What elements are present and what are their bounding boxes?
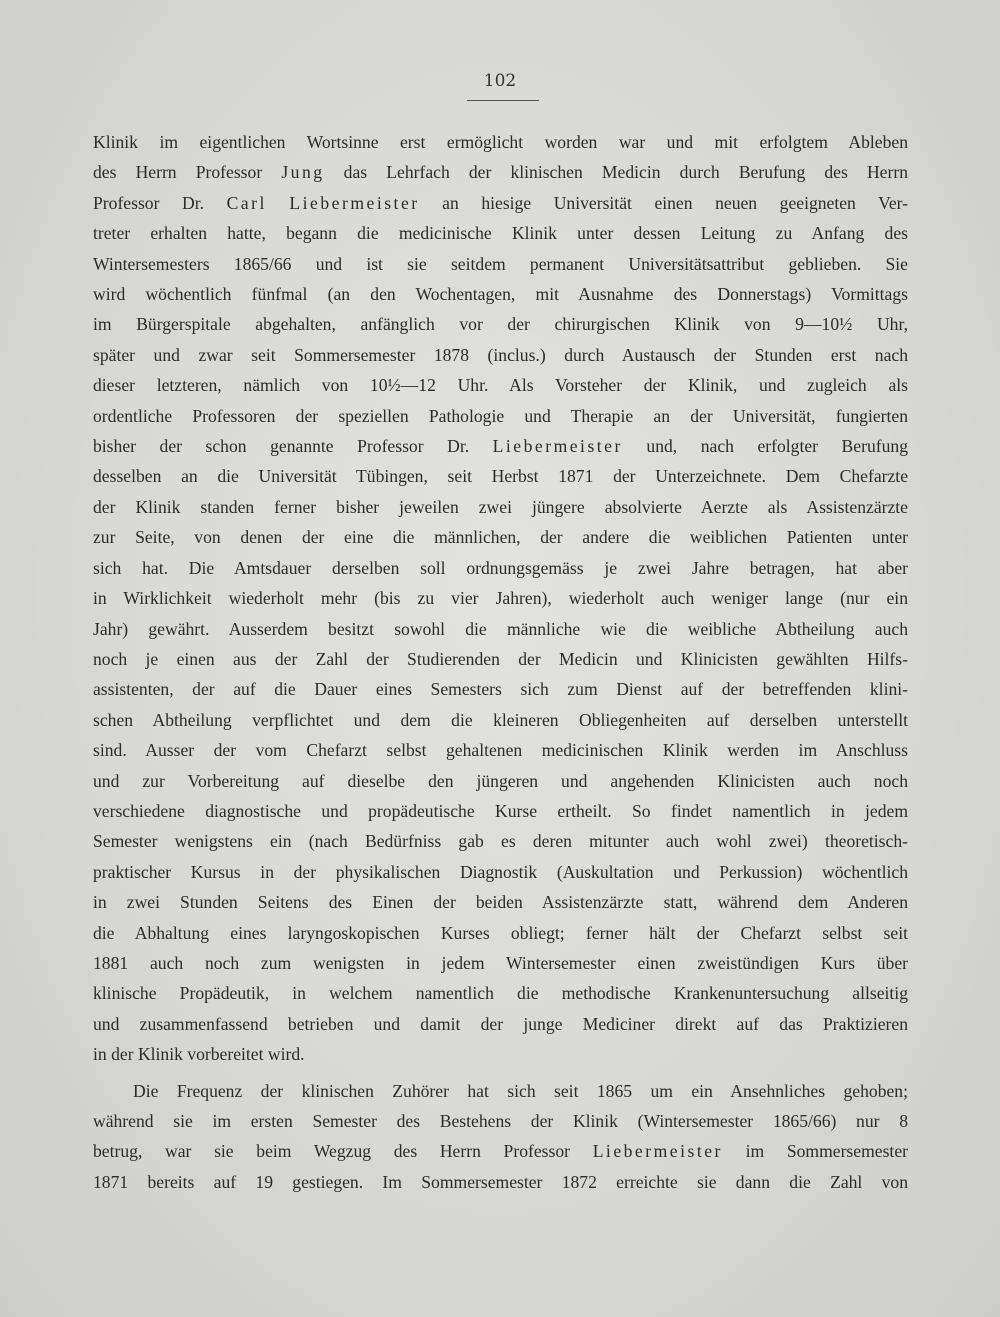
text-line: die Abhaltung eines laryngoskopischen Kurses obliegt; ferner hält der Chefarzt selbst seit: [93, 922, 908, 943]
text-line: während sie im ersten Semester des Bestehens der Klinik (Wintersemester 1865/66) nur 8: [93, 1111, 908, 1131]
text-line: später und zwar seit Sommersemester 1878 (inclus.) durch Austausch der Stunden erst nach: [93, 344, 908, 365]
text-line: 1871 bereits auf 19 gestiegen. Im Sommersemester 1872 erreichte sie dann die Zahl von: [93, 1171, 908, 1192]
text-line: ordentliche Professoren der speziellen Pathologie und Therapie an der Universität, fungierten: [93, 405, 908, 426]
text-line: Professor Dr. Carl Liebermeister an hiesige Universität einen neuen geeigneten Ver-: [93, 192, 909, 213]
text-line: in Wirklichkeit wiederholt mehr (bis zu vier Jahren), wiederholt auch weniger lange (nur ein: [93, 588, 908, 609]
text-line: dieser letzteren, nämlich von 10½—12 Uhr. Als Vorsteher der Klinik, und zugleich als: [93, 375, 908, 396]
text-line: der Klinik standen ferner bisher jeweilen zwei jüngere absolvierte Aerzte als Assistenzärzte: [93, 496, 908, 517]
text-line: 1881 auch noch zum wenigsten in jedem Wintersemester einen zweistündigen Kurs über: [93, 952, 908, 973]
text-line: bisher der schon genannte Professor Dr. Liebermeister und, nach erfolgter Berufung: [93, 436, 908, 457]
text-line: noch je einen aus der Zahl der Studierenden der Medicin und Klinicisten gewählten Hilfs-: [93, 648, 908, 669]
text-line: im Bürgerspitale abgehalten, anfänglich vor der chirurgischen Klinik von 9—10½ Uhr,: [93, 314, 908, 335]
text-line: verschiedene diagnostische und propädeutische Kurse ertheilt. So findet namentlich in jedem: [93, 800, 908, 821]
text-line: und zusammenfassend betrieben und damit der junge Mediciner direkt auf das Praktizieren: [93, 1013, 908, 1034]
text-line: sich hat. Die Amtsdauer derselben soll ordnungsgemäss je zwei Jahre betragen, hat aber: [93, 557, 908, 578]
text-line: in zwei Stunden Seitens des Einen der beiden Assistenzärzte statt, während dem Anderen: [93, 892, 908, 913]
text-line: praktischer Kursus in der physikalischen Diagnostik (Auskultation und Perkussion) wöchentlich: [93, 861, 908, 882]
text-line: Jahr) gewährt. Ausserdem besitzt sowohl die männliche wie die weibliche Abtheilung auch: [93, 618, 908, 639]
text-line: wird wöchentlich fünfmal (an den Wochentagen, mit Ausnahme des Donnerstags) Vormittags: [93, 284, 908, 305]
text-line: klinische Propädeutik, in welchem namentlich die methodische Krankenuntersuchung allseitig: [93, 983, 908, 1004]
text-line: Klinik im eigentlichen Wortsinne erst ermöglicht worden war und mit erfolgtem Ableben: [93, 132, 908, 152]
page-number: 102: [483, 71, 517, 91]
text-line: und zur Vorbereitung auf dieselbe den jüngeren und angehenden Klinicisten auch noch: [93, 770, 908, 791]
text-line: zur Seite, von denen der eine die männlichen, der andere die weiblichen Patienten unter: [93, 527, 908, 548]
text-line: schen Abtheilung verpflichtet und dem die kleineren Obliegenheiten auf derselben unterstellt: [93, 709, 908, 730]
text-line: Semester wenigstens ein (nach Bedürfniss gab es deren mitunter auch wohl zwei) theoretisch-: [93, 831, 908, 852]
text-line: Wintersemesters 1865/66 und ist sie seitdem permanent Universitätsattribut geblieben. Sie: [93, 253, 908, 274]
text-line: Die Frequenz der klinischen Zuhörer hat sich seit 1865 um ein Ansehnliches gehoben;: [133, 1080, 908, 1101]
text-line: assistenten, der auf die Dauer eines Semesters sich zum Dienst auf der betreffenden klini-: [93, 679, 908, 700]
text-line: in der Klinik vorbereitet wird.: [93, 1044, 305, 1065]
text-line: betrug, war sie beim Wegzug des Herrn Professor Liebermeister im Sommersemester: [93, 1141, 908, 1162]
page-number-rule: [467, 100, 539, 101]
text-line: treter erhalten hatte, begann die medicinische Klinik unter dessen Leitung zu Anfang des: [93, 223, 908, 244]
body-text: [93, 127, 908, 1197]
text-line: des Herrn Professor Jung das Lehrfach der klinischen Medicin durch Berufung des Herrn: [93, 162, 908, 183]
text-line: sind. Ausser der vom Chefarzt selbst gehaltenen medicinischen Klinik werden im Anschluss: [93, 740, 908, 761]
text-line: desselben an die Universität Tübingen, seit Herbst 1871 der Unterzeichnete. Dem Chefarzte: [93, 466, 908, 487]
